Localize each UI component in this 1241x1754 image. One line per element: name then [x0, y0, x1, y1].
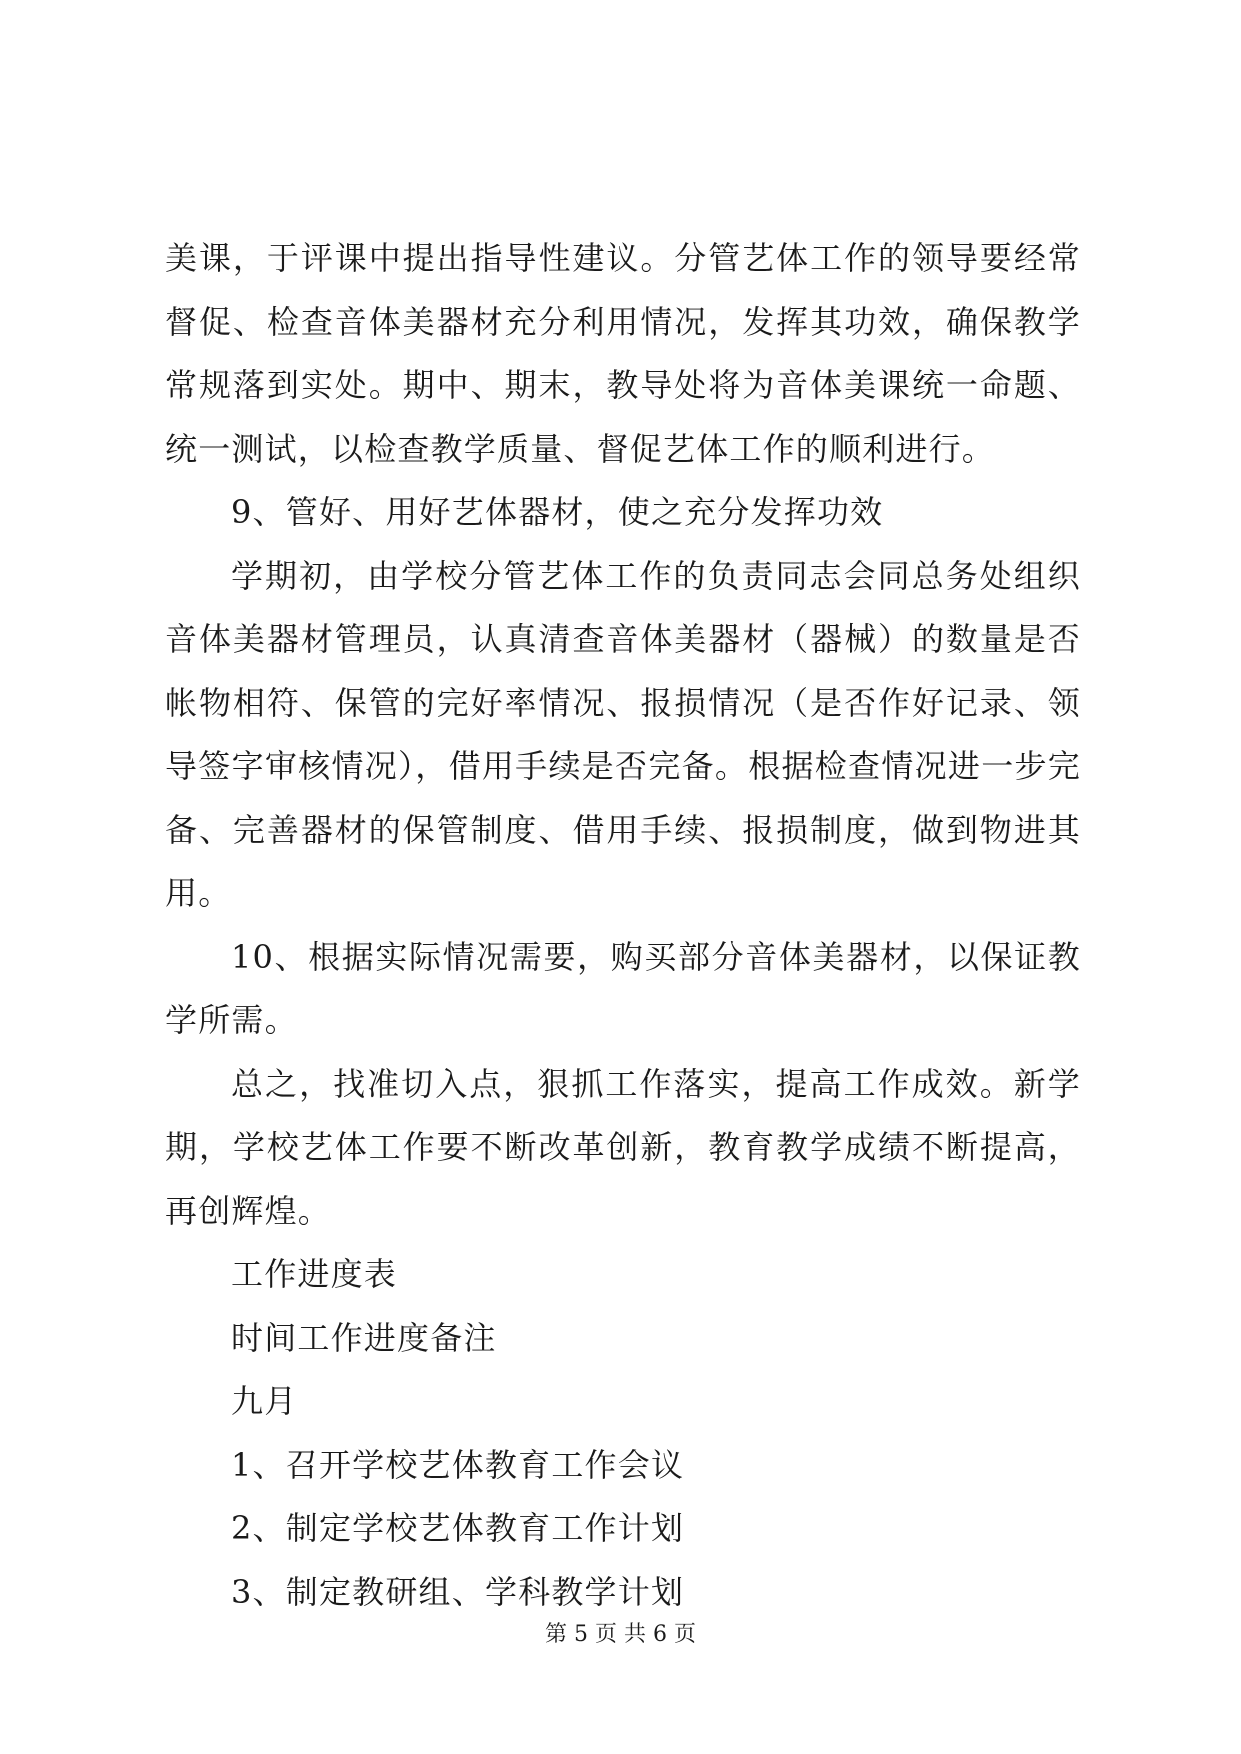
paragraph-summary: 总之，找准切入点，狠抓工作落实，提高工作成效。新学期，学校艺体工作要不断改革创新，教育教学成绩不断提高，再创辉煌。 — [165, 1064, 1081, 1230]
schedule-item: 1、召开学校艺体教育工作会议 — [231, 1445, 685, 1484]
paragraph-continuation: 美课，于评课中提出指导性建议。分管艺体工作的领导要经常督促、检查音体美器材充分利用情况，发挥其功效，确保教学常规落到实处。期中、期末，教导处将为音体美课统一命题、统一测试，以检查教学质量、督促艺体工作的顺利进行。 — [165, 239, 1081, 468]
section-heading-10: 10、根据实际情况需要，购买部分音体美器材，以保证教学所需。 — [165, 937, 1081, 1039]
schedule-item: 3、制定教研组、学科教学计划 — [231, 1572, 685, 1611]
document-body — [165, 227, 1081, 1624]
paragraph-equipment-check: 学期初，由学校分管艺体工作的负责同志会同总务处组织音体美器材管理员，认真清查音体美器材（器械）的数量是否帐物相符、保管的完好率情况、报损情况（是否作好记录、领导签字审核情况），借用手续是否完备。根据检查情况进一步完备、完善器材的保管制度、借用手续、报损制度，做到物进其用。 — [165, 556, 1081, 912]
schedule-month: 九月 — [231, 1382, 298, 1420]
schedule-title: 工作进度表 — [231, 1255, 398, 1293]
section-heading-9: 9、管好、用好艺体器材，使之充分发挥功效 — [231, 493, 884, 531]
schedule-header: 时间工作进度备注 — [231, 1318, 497, 1357]
page-number-footer: 第 5 页 共 6 页 — [545, 1622, 696, 1647]
schedule-item: 2、制定学校艺体教育工作计划 — [231, 1509, 685, 1547]
